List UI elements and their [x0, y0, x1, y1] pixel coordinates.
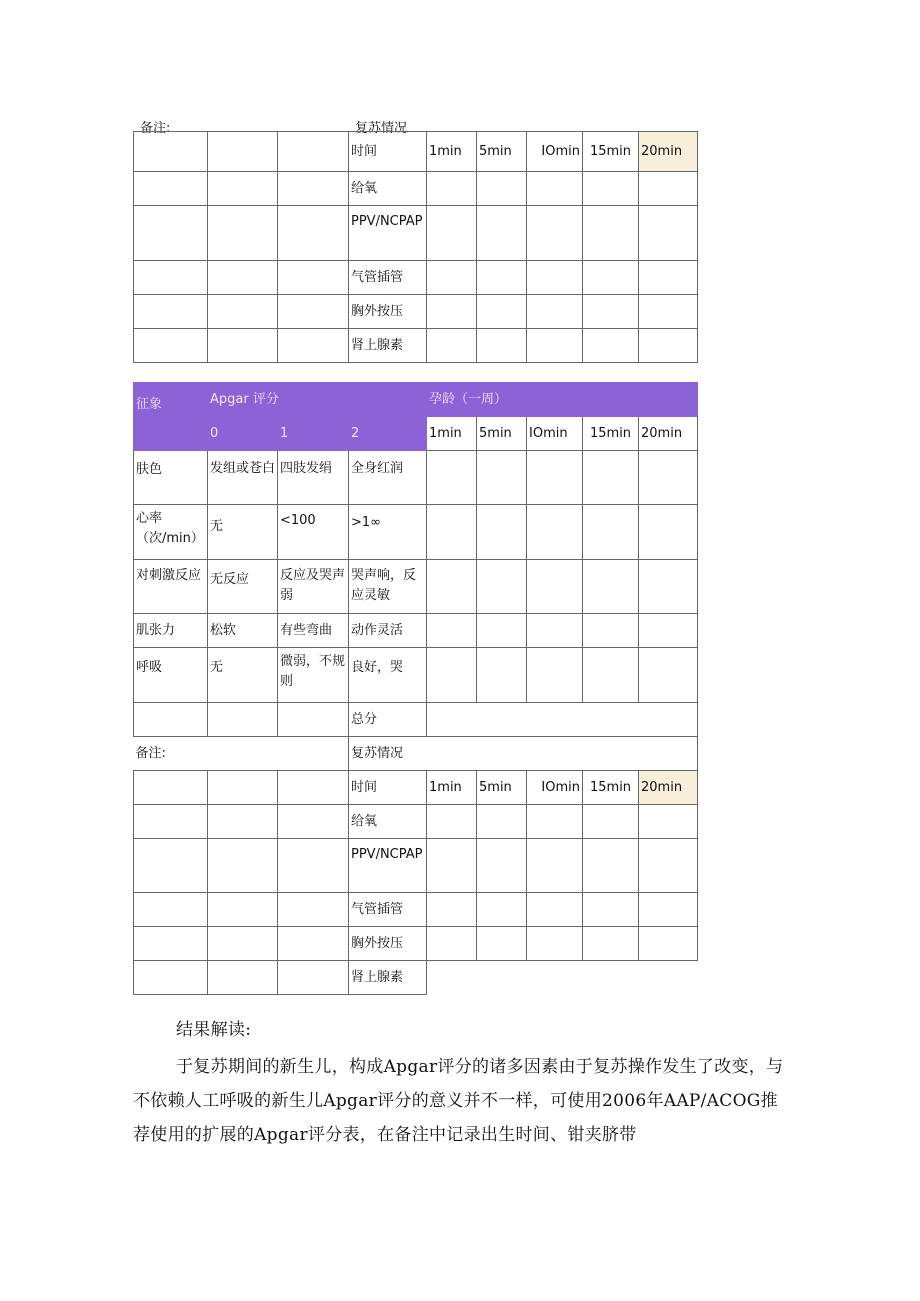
- sign-name: 对刺激反应: [134, 560, 208, 614]
- total-label: 总分: [349, 703, 427, 737]
- time-row: [134, 771, 698, 805]
- score-header: 0: [208, 417, 278, 451]
- time-cell: 20min: [639, 771, 698, 805]
- row-label: 胸外按压: [349, 295, 427, 329]
- time-cell: 15min: [583, 771, 639, 805]
- table-row: [134, 961, 698, 995]
- score-0-cell: 无反应: [208, 560, 278, 614]
- apgar-header: Apgar 评分: [208, 383, 427, 417]
- remarks-row: [134, 737, 698, 771]
- table-row: [134, 295, 698, 329]
- time-cell: IOmin: [527, 771, 583, 805]
- time-label: 时间: [349, 132, 427, 172]
- table-row: [134, 805, 698, 839]
- apgar-table: [133, 382, 698, 995]
- table-row: [134, 839, 698, 893]
- remarks-label-2: 备注:: [134, 737, 349, 771]
- score-2-cell: 全身红润: [349, 451, 427, 505]
- table-row: [134, 560, 698, 614]
- table-row: [134, 648, 698, 703]
- score-header: 2: [349, 417, 427, 451]
- time-cell: 20min: [639, 417, 698, 451]
- score-0-cell: 无: [208, 505, 278, 560]
- row-label: 肾上腺素: [349, 329, 427, 363]
- time-cell: 15min: [583, 417, 639, 451]
- section-heading: 结果解读:: [176, 1020, 252, 1040]
- resuscitation-table-1: [133, 131, 698, 363]
- time-label: 时间: [349, 771, 427, 805]
- row-label: 气管插管: [349, 893, 427, 927]
- table-row: [134, 206, 698, 261]
- body-paragraph: 于复苏期间的新生儿，构成Apgar评分的诸多因素由于复苏操作发生了改变，与不依赖人工呼吸的新生儿Apgar评分的意义并不一样，可使用2006年AAP/ACOG推荐使用的扩展的Apgar评分表，在备注中记录出生时间、钳夹脐带: [133, 1057, 784, 1145]
- score-1-cell: 反应及哭声弱: [278, 560, 349, 614]
- score-0-cell: 松软: [208, 614, 278, 648]
- score-0-cell: 无: [208, 648, 278, 703]
- time-cell: 5min: [477, 417, 527, 451]
- gestation-header: 孕龄（一周）: [427, 383, 698, 417]
- score-1-cell: 有些弯曲: [278, 614, 349, 648]
- total-row: [134, 703, 698, 737]
- sign-header: 征象: [134, 383, 208, 451]
- resus-label-1: 复苏情况: [355, 121, 408, 136]
- table-row: [134, 893, 698, 927]
- table-row: [134, 261, 698, 295]
- time-cell: 1min: [427, 417, 477, 451]
- score-row: [134, 417, 698, 451]
- row-label: 气管插管: [349, 261, 427, 295]
- score-header: 1: [278, 417, 349, 451]
- sign-name: 心率（次/min）: [134, 505, 208, 560]
- sign-name: 肤色: [134, 451, 208, 505]
- time-cell: IOmin: [527, 417, 583, 451]
- table-row: [134, 329, 698, 363]
- remarks-label-1: 备注:: [140, 121, 171, 136]
- time-cell: 20min: [639, 132, 698, 172]
- time-cell: 15min: [583, 132, 639, 172]
- row-label: 给氧: [349, 805, 427, 839]
- table-row: [134, 614, 698, 648]
- header-row: [134, 383, 698, 417]
- table-row: [134, 927, 698, 961]
- table-row: [134, 451, 698, 505]
- score-1-cell: 微弱，不规则: [278, 648, 349, 703]
- score-0-cell: 发组或苍白: [208, 451, 278, 505]
- table-row: [134, 172, 698, 206]
- row-label: 肾上腺素: [349, 961, 427, 995]
- resus-label-2: 复苏情况: [349, 737, 698, 771]
- score-2-cell: 良好，哭: [349, 648, 427, 703]
- sign-name: 肌张力: [134, 614, 208, 648]
- sign-name: 呼吸: [134, 648, 208, 703]
- row-label: PPV/NCPAP: [349, 839, 427, 893]
- time-row: [134, 132, 698, 172]
- row-label: 胸外按压: [349, 927, 427, 961]
- row-label: PPV/NCPAP: [349, 206, 427, 261]
- time-cell: 1min: [427, 132, 477, 172]
- row-label: 给氧: [349, 172, 427, 206]
- score-1-cell: 四肢发绢: [278, 451, 349, 505]
- time-cell: 5min: [477, 132, 527, 172]
- table-row: [134, 505, 698, 560]
- score-1-cell: <100: [278, 505, 349, 560]
- score-2-cell: 哭声响，反应灵敏: [349, 560, 427, 614]
- time-cell: 1min: [427, 771, 477, 805]
- time-cell: IOmin: [527, 132, 583, 172]
- score-2-cell: >1∞: [349, 505, 427, 560]
- score-2-cell: 动作灵活: [349, 614, 427, 648]
- time-cell: 5min: [477, 771, 527, 805]
